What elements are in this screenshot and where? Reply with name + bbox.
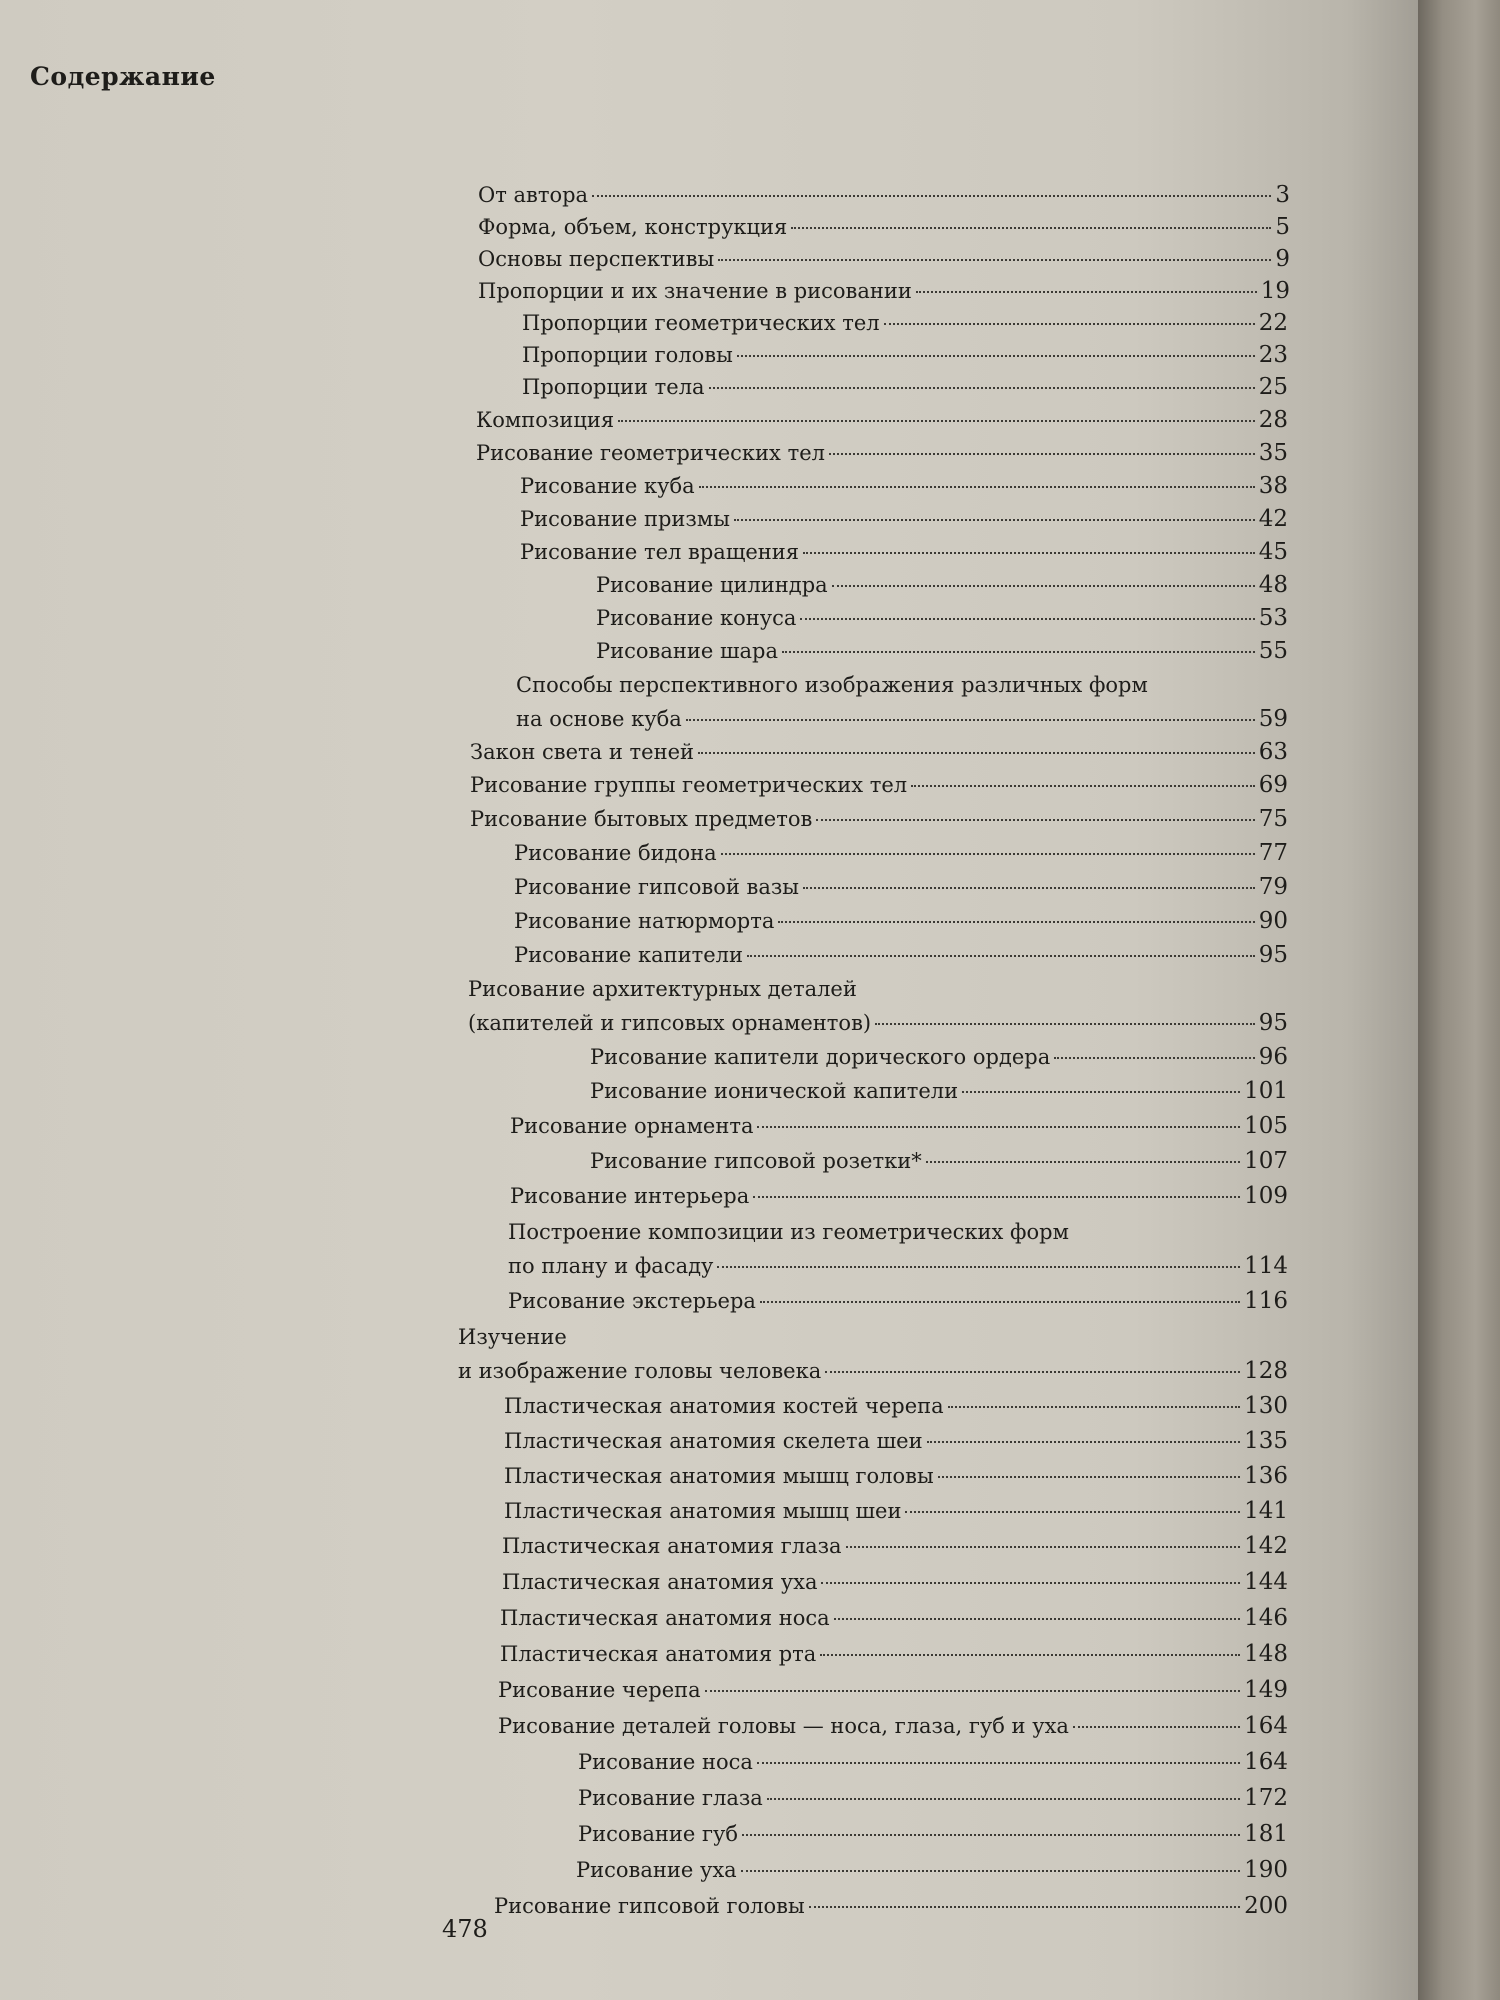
toc-entry[interactable] bbox=[590, 1146, 1288, 1176]
toc-entry[interactable] bbox=[596, 570, 1288, 600]
toc-entry-title: Рисование цилиндра bbox=[596, 573, 828, 597]
toc-entry-title: Рисование ионической капители bbox=[590, 1079, 959, 1103]
dot-leader bbox=[926, 1161, 1240, 1163]
toc-entry-page: 95 bbox=[1258, 942, 1288, 968]
toc-entry-title: Рисование бидона bbox=[514, 841, 717, 865]
toc-entry-page: 116 bbox=[1244, 1288, 1288, 1314]
toc-entry-page: 144 bbox=[1244, 1569, 1288, 1595]
toc-entry[interactable] bbox=[520, 537, 1288, 567]
toc-entry-page: 101 bbox=[1244, 1078, 1288, 1104]
toc-entry-title: Композиция bbox=[476, 408, 615, 432]
toc-entry-page: 38 bbox=[1258, 473, 1288, 499]
toc-entry-title: Основы перспективы bbox=[478, 247, 715, 271]
dot-leader bbox=[718, 259, 1271, 261]
toc-entry-title: Закон света и теней bbox=[470, 740, 695, 764]
toc-entry-title: Пропорции и их значение в рисовании bbox=[478, 279, 912, 303]
dot-leader bbox=[905, 1511, 1240, 1513]
toc-entry-title: Пластическая анатомия мышц головы bbox=[504, 1464, 934, 1488]
dot-leader bbox=[757, 1762, 1240, 1764]
toc-entry-page: 19 bbox=[1260, 278, 1290, 304]
toc-entry-title: Рисование губ bbox=[578, 1822, 738, 1846]
toc-entry-page: 172 bbox=[1244, 1785, 1288, 1811]
toc-entry-page: 141 bbox=[1244, 1498, 1288, 1524]
toc-entry-title: (капителей и гипсовых орнаментов) bbox=[468, 1011, 872, 1035]
toc-entry[interactable] bbox=[502, 1567, 1288, 1597]
dot-leader bbox=[809, 1906, 1240, 1908]
dot-leader bbox=[803, 887, 1255, 889]
toc-entry-title: Пропорции головы bbox=[522, 343, 733, 367]
toc-entry-page: 79 bbox=[1258, 874, 1288, 900]
toc-entry-title: Рисование гипсовой вазы bbox=[514, 875, 800, 899]
toc-entry[interactable] bbox=[516, 704, 1288, 734]
toc-entry-title: Форма, объем, конструкция bbox=[478, 215, 788, 239]
dot-leader bbox=[825, 1371, 1240, 1373]
toc-entry-page: 148 bbox=[1244, 1641, 1288, 1667]
dot-leader bbox=[686, 719, 1255, 721]
toc-entry-title: Рисование куба bbox=[520, 474, 695, 498]
toc-entry-title: Рисование орнамента bbox=[510, 1114, 754, 1138]
toc-entry-title: по плану и фасаду bbox=[508, 1254, 714, 1278]
toc-entry-title: Пластическая анатомия скелета шеи bbox=[504, 1429, 923, 1453]
toc-entry[interactable] bbox=[514, 838, 1288, 868]
toc-entry[interactable] bbox=[478, 244, 1290, 274]
book-spine bbox=[1418, 0, 1500, 2000]
toc-entry-page: 48 bbox=[1258, 572, 1288, 598]
toc-entry-title: и изображение головы человека bbox=[458, 1359, 822, 1383]
toc-entry-title: Пластическая анатомия уха bbox=[502, 1570, 818, 1594]
toc-entry-title: Рисование группы геометрических тел bbox=[470, 773, 908, 797]
toc-entry-page: 107 bbox=[1244, 1148, 1288, 1174]
toc-entry-page: 181 bbox=[1244, 1821, 1288, 1847]
dot-leader bbox=[803, 552, 1255, 554]
toc-entry[interactable] bbox=[498, 1711, 1288, 1741]
toc-entry[interactable] bbox=[514, 906, 1288, 936]
toc-entry-title-first-line: Рисование архитектурных деталей bbox=[468, 977, 857, 1001]
toc-entry-page: 53 bbox=[1258, 605, 1288, 631]
toc-entry[interactable] bbox=[578, 1747, 1288, 1777]
toc-entry-page: 59 bbox=[1258, 706, 1288, 732]
toc-entry[interactable] bbox=[514, 872, 1288, 902]
dot-leader bbox=[767, 1798, 1240, 1800]
toc-entry[interactable] bbox=[478, 276, 1290, 306]
toc-entry-page: 23 bbox=[1258, 342, 1288, 368]
dot-leader bbox=[717, 1266, 1240, 1268]
page-title: Содержание bbox=[30, 62, 216, 91]
toc-entry[interactable] bbox=[470, 770, 1288, 800]
toc-entry-page: 55 bbox=[1258, 638, 1288, 664]
toc-entry[interactable] bbox=[508, 1251, 1288, 1281]
dot-leader bbox=[829, 453, 1255, 455]
dot-leader bbox=[705, 1690, 1240, 1692]
toc-entry-title: Рисование деталей головы — носа, глаза, губ и уха bbox=[498, 1714, 1069, 1738]
toc-entry[interactable] bbox=[510, 1111, 1288, 1141]
toc-entry-page: 135 bbox=[1244, 1428, 1288, 1454]
toc-entry-title: Пластическая анатомия костей черепа bbox=[504, 1394, 944, 1418]
toc-entry[interactable] bbox=[504, 1391, 1288, 1421]
dot-leader bbox=[820, 1654, 1240, 1656]
toc-entry[interactable] bbox=[476, 438, 1288, 468]
toc-entry-page: 42 bbox=[1258, 506, 1288, 532]
toc-entry-page: 146 bbox=[1244, 1605, 1288, 1631]
dot-leader bbox=[821, 1582, 1240, 1584]
toc-entry[interactable] bbox=[578, 1819, 1288, 1849]
toc-entry-title-first-line: Способы перспективного изображения различных форм bbox=[516, 673, 1148, 697]
toc-entry[interactable] bbox=[504, 1496, 1288, 1526]
toc-entry[interactable] bbox=[504, 1461, 1288, 1491]
toc-entry-page: 9 bbox=[1275, 246, 1290, 272]
toc-entry-page: 114 bbox=[1244, 1253, 1288, 1279]
toc-entry[interactable] bbox=[500, 1639, 1288, 1669]
toc-entry[interactable] bbox=[522, 308, 1288, 338]
toc-entry-page: 149 bbox=[1244, 1677, 1288, 1703]
toc-entry[interactable] bbox=[478, 212, 1290, 242]
dot-leader bbox=[734, 519, 1255, 521]
dot-leader bbox=[782, 651, 1255, 653]
dot-leader bbox=[778, 921, 1254, 923]
toc-entry-page: 109 bbox=[1244, 1183, 1288, 1209]
toc-entry-page: 96 bbox=[1258, 1044, 1288, 1070]
page-number: 478 bbox=[442, 1915, 488, 1943]
toc-entry[interactable] bbox=[520, 471, 1288, 501]
toc-entry-page: 25 bbox=[1258, 374, 1288, 400]
toc-entry-page: 164 bbox=[1244, 1713, 1288, 1739]
toc-entry[interactable] bbox=[498, 1675, 1288, 1705]
toc-entry-title: Пластическая анатомия глаза bbox=[502, 1534, 842, 1558]
toc-entry[interactable] bbox=[508, 1286, 1288, 1316]
dot-leader bbox=[741, 1870, 1240, 1872]
toc-entry[interactable] bbox=[510, 1181, 1288, 1211]
toc-entry-title: Рисование шара bbox=[596, 639, 778, 663]
toc-entry-page: 22 bbox=[1258, 310, 1288, 336]
dot-leader bbox=[760, 1301, 1240, 1303]
toc-entry[interactable] bbox=[522, 340, 1288, 370]
toc-entry-page: 77 bbox=[1258, 840, 1288, 866]
dot-leader bbox=[800, 618, 1254, 620]
toc-entry-page: 105 bbox=[1244, 1113, 1288, 1139]
dot-leader bbox=[927, 1441, 1241, 1443]
toc-entry-page: 142 bbox=[1244, 1533, 1288, 1559]
toc-entry-page: 130 bbox=[1244, 1393, 1288, 1419]
dot-leader bbox=[737, 355, 1255, 357]
toc-entry-page: 3 bbox=[1275, 182, 1290, 208]
toc-entry-page: 128 bbox=[1244, 1358, 1288, 1384]
dot-leader bbox=[791, 227, 1271, 229]
toc-entry-title-first-line: Построение композиции из геометрических форм bbox=[508, 1220, 1069, 1244]
toc-entry[interactable] bbox=[514, 940, 1288, 970]
toc-entry-page: 95 bbox=[1258, 1010, 1288, 1036]
toc-entry[interactable] bbox=[522, 372, 1288, 402]
toc-entry-title: Рисование капители bbox=[514, 943, 743, 967]
toc-entry-page: 200 bbox=[1244, 1893, 1288, 1919]
toc-entry-page: 164 bbox=[1244, 1749, 1288, 1775]
dot-leader bbox=[911, 785, 1255, 787]
toc-entry-page: 90 bbox=[1258, 908, 1288, 934]
toc-entry-title-first-line: Изучение bbox=[458, 1325, 567, 1349]
dot-leader bbox=[938, 1476, 1240, 1478]
dot-leader bbox=[816, 819, 1254, 821]
toc-entry-title: Пропорции геометрических тел bbox=[522, 311, 880, 335]
toc-entry-title: Рисование бытовых предметов bbox=[470, 807, 813, 831]
dot-leader bbox=[948, 1406, 1240, 1408]
toc-entry-title: на основе куба bbox=[516, 707, 682, 731]
toc-entry-title: Пропорции тела bbox=[522, 375, 705, 399]
dot-leader bbox=[747, 955, 1255, 957]
toc-entry[interactable] bbox=[520, 504, 1288, 534]
toc-entry[interactable] bbox=[576, 1855, 1288, 1885]
toc-entry-title: Рисование носа bbox=[578, 1750, 753, 1774]
toc-entry-title: Рисование конуса bbox=[596, 606, 797, 630]
toc-entry-title: Рисование черепа bbox=[498, 1678, 701, 1702]
toc-entry[interactable] bbox=[470, 737, 1288, 767]
dot-leader bbox=[742, 1834, 1240, 1836]
dot-leader bbox=[618, 420, 1255, 422]
dot-leader bbox=[757, 1126, 1240, 1128]
toc-entry-page: 136 bbox=[1244, 1463, 1288, 1489]
toc-entry-title: Рисование геометрических тел bbox=[476, 441, 825, 465]
toc-entry[interactable] bbox=[476, 405, 1288, 435]
toc-entry-title: Рисование интерьера bbox=[510, 1184, 750, 1208]
toc-entry-title: Пластическая анатомия носа bbox=[500, 1606, 830, 1630]
toc-entry-title: Рисование гипсовой розетки* bbox=[590, 1149, 922, 1173]
toc-entry-title: Рисование натюрморта bbox=[514, 909, 775, 933]
dot-leader bbox=[1073, 1726, 1240, 1728]
toc-entry[interactable] bbox=[494, 1891, 1288, 1921]
toc-entry[interactable] bbox=[478, 180, 1290, 210]
dot-leader bbox=[721, 853, 1255, 855]
toc-entry-title: Рисование призмы bbox=[520, 507, 730, 531]
toc-entry-title: Рисование капители дорического ордера bbox=[590, 1045, 1051, 1069]
toc-entry[interactable] bbox=[578, 1783, 1288, 1813]
toc-entry-title: Рисование тел вращения bbox=[520, 540, 800, 564]
dot-leader bbox=[698, 752, 1255, 754]
dot-leader bbox=[709, 387, 1255, 389]
dot-leader bbox=[875, 1023, 1255, 1025]
toc-entry-title: Пластическая анатомия рта bbox=[500, 1642, 817, 1666]
toc-entry-page: 75 bbox=[1258, 806, 1288, 832]
toc-entry-title: Рисование экстерьера bbox=[508, 1289, 756, 1313]
toc-entry-page: 28 bbox=[1258, 407, 1288, 433]
toc-entry-title: Пластическая анатомия мышц шеи bbox=[504, 1499, 902, 1523]
toc-entry[interactable] bbox=[590, 1042, 1288, 1072]
toc-entry-title: От автора bbox=[478, 183, 589, 207]
toc-entry[interactable] bbox=[458, 1356, 1288, 1386]
dot-leader bbox=[834, 1618, 1240, 1620]
dot-leader bbox=[846, 1546, 1241, 1548]
dot-leader bbox=[1054, 1057, 1254, 1059]
toc-entry[interactable] bbox=[470, 804, 1288, 834]
toc-entry[interactable] bbox=[500, 1603, 1288, 1633]
dot-leader bbox=[592, 195, 1271, 197]
dot-leader bbox=[832, 585, 1255, 587]
toc-entry[interactable] bbox=[504, 1426, 1288, 1456]
dot-leader bbox=[884, 323, 1255, 325]
dot-leader bbox=[916, 291, 1257, 293]
dot-leader bbox=[753, 1196, 1240, 1198]
toc-entry[interactable] bbox=[502, 1531, 1288, 1561]
toc-entry-page: 69 bbox=[1258, 772, 1288, 798]
toc-entry-title: Рисование гипсовой головы bbox=[494, 1894, 805, 1918]
toc-entry-page: 63 bbox=[1258, 739, 1288, 765]
toc-entry-page: 190 bbox=[1244, 1857, 1288, 1883]
toc-entry[interactable] bbox=[596, 603, 1288, 633]
toc-entry-title: Рисование глаза bbox=[578, 1786, 763, 1810]
toc-entry[interactable] bbox=[468, 1008, 1288, 1038]
toc-entry-title: Рисование уха bbox=[576, 1858, 737, 1882]
dot-leader bbox=[699, 486, 1255, 488]
toc-entry[interactable] bbox=[596, 636, 1288, 666]
toc-entry-page: 35 bbox=[1258, 440, 1288, 466]
toc-entry-page: 5 bbox=[1275, 214, 1290, 240]
toc-entry-page: 45 bbox=[1258, 539, 1288, 565]
toc-entry[interactable] bbox=[590, 1076, 1288, 1106]
dot-leader bbox=[962, 1091, 1240, 1093]
